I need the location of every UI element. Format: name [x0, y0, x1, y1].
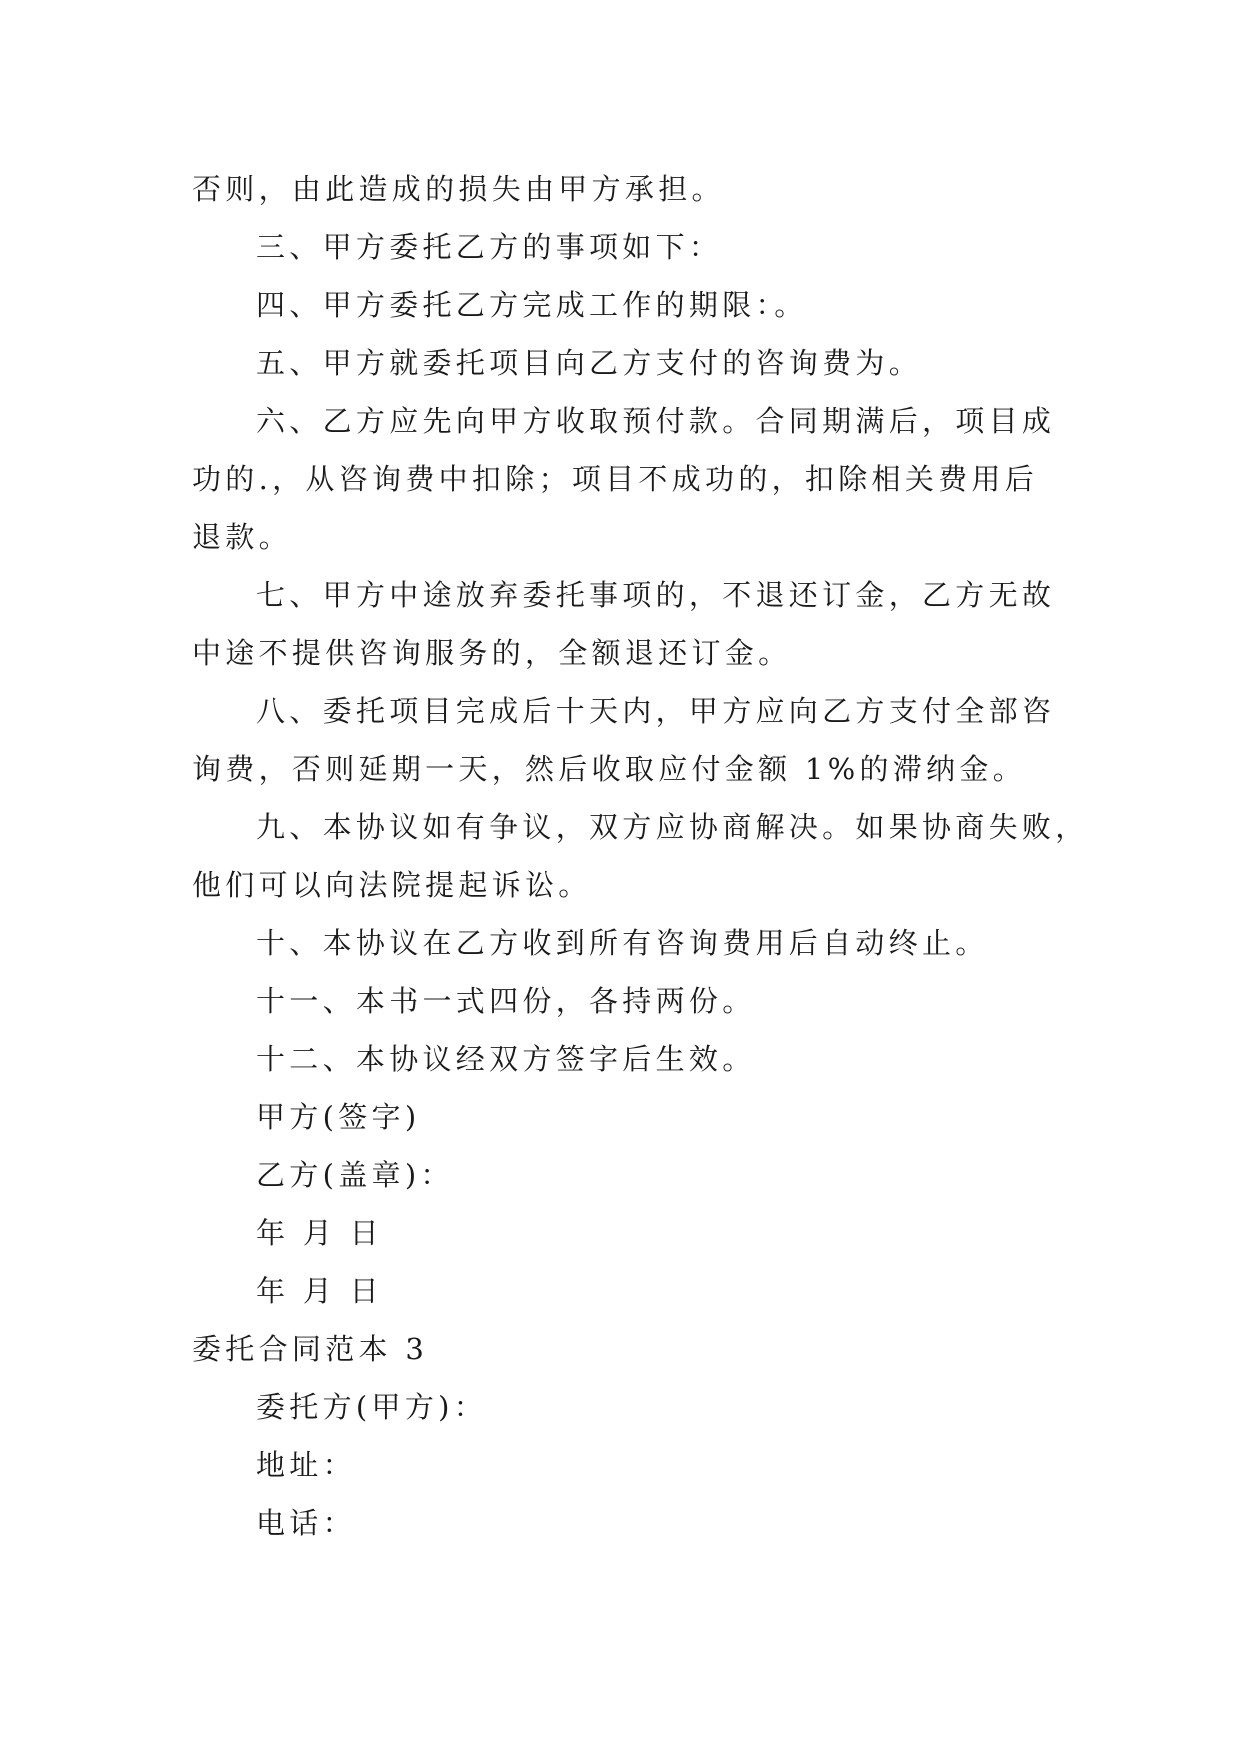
clause-7-line-1: 七、甲方中途放弃委托事项的，不退还订金，乙方无故: [256, 578, 1056, 612]
clause-6-line-1: 六、乙方应先向甲方收取预付款。合同期满后，项目成: [256, 404, 1056, 438]
address-field: 地址：: [256, 1448, 356, 1482]
phone-field: 电话：: [256, 1506, 356, 1540]
client-party-a: 委托方(甲方)：: [256, 1390, 488, 1424]
clause-6-line-3: 退款。: [192, 520, 292, 554]
party-b-seal: 乙方(盖章)：: [256, 1158, 454, 1192]
section-heading: 委托合同范本 3: [192, 1332, 429, 1366]
party-a-signature: 甲方(签字): [256, 1100, 421, 1134]
clause-7-line-2: 中途不提供咨询服务的，全额退还订金。: [192, 636, 792, 670]
clause-8-line-1: 八、委托项目完成后十天内，甲方应向乙方支付全部咨: [256, 694, 1056, 728]
clause-9-line-1: 九、本协议如有争议，双方应协商解决。如果协商失败，: [256, 810, 1089, 844]
clause-6-line-2: 功的.，从咨询费中扣除；项目不成功的，扣除相关费用后: [192, 462, 1039, 496]
clause-12: 十二、本协议经双方签字后生效。: [256, 1042, 756, 1076]
date-line-2: 年 月 日: [256, 1274, 383, 1308]
date-line-1: 年 月 日: [256, 1216, 383, 1250]
clause-10: 十、本协议在乙方收到所有咨询费用后自动终止。: [256, 926, 989, 960]
document-body: [192, 160, 1089, 1552]
clause-3: 三、甲方委托乙方的事项如下：: [256, 230, 723, 264]
clause-4: 四、甲方委托乙方完成工作的期限：。: [256, 288, 808, 322]
paragraph-line: 否则，由此造成的损失由甲方承担。: [192, 172, 725, 206]
clause-8-line-2: 询费，否则延期一天，然后收取应付金额 1%的滞纳金。: [192, 752, 1027, 786]
clause-5: 五、甲方就委托项目向乙方支付的咨询费为。: [256, 346, 923, 380]
clause-9-line-2: 他们可以向法院提起诉讼。: [192, 868, 592, 902]
clause-11: 十一、本书一式四份，各持两份。: [256, 984, 756, 1018]
